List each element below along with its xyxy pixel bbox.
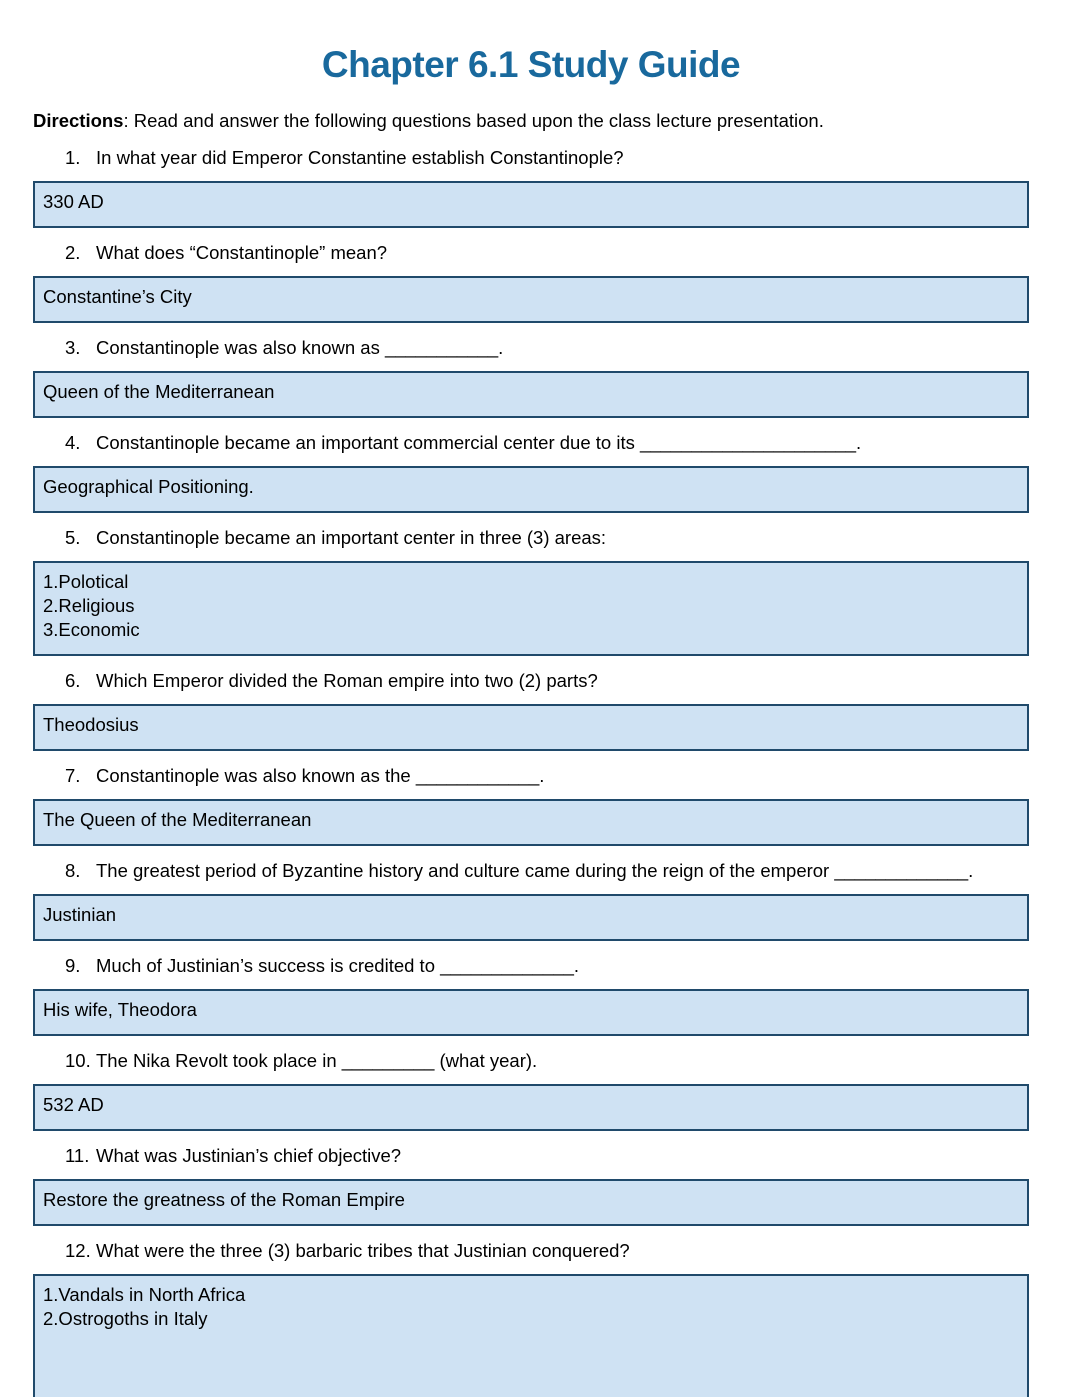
answer-box[interactable] [33,1179,1029,1226]
question-row [33,954,1029,978]
question-text: What was Justinian’s chief objective? [96,1144,402,1166]
question-row [33,669,1029,693]
answer-line: 3.Economic [43,618,140,640]
answer-box[interactable] [33,466,1029,513]
answer-box[interactable] [33,1084,1029,1131]
question-number: 2. [65,241,81,263]
directions [33,109,1029,133]
question-row [33,859,1029,883]
answer-box[interactable] [33,799,1029,846]
question-number: 5. [65,526,81,548]
question-row [33,1239,1029,1263]
answer-line: 532 AD [43,1093,104,1115]
answer-box[interactable] [33,704,1029,751]
question-number: 9. [65,954,81,976]
question-text: Constantinople became an important center in three (3) areas: [96,526,607,548]
answer-line: Justinian [43,903,117,925]
question-text: Much of Justinian’s success is credited to _____________. [96,954,580,976]
answer-line: Queen of the Mediterranean [43,380,275,402]
question-text: The greatest period of Byzantine history and culture came during the reign of the emperor _____________. [96,859,974,881]
answer-line: Restore the greatness of the Roman Empire [43,1188,405,1210]
question-number: 6. [65,669,81,691]
answer-line: Theodosius [43,713,139,735]
question-text: In what year did Emperor Constantine establish Constantinople? [96,146,624,168]
answer-line: 1.Polotical [43,570,129,592]
directions-text: : Read and answer the following questions based upon the class lecture presentation. [123,109,824,131]
question-number: 10. [65,1049,91,1071]
answer-line: 2.Ostrogoths in Italy [43,1307,208,1329]
question-text: What were the three (3) barbaric tribes that Justinian conquered? [96,1239,630,1261]
question-text: Which Emperor divided the Roman empire into two (2) parts? [96,669,598,691]
answer-box[interactable] [33,561,1029,656]
question-number: 12. [65,1239,91,1261]
question-number: 4. [65,431,81,453]
answer-line: The Queen of the Mediterranean [43,808,312,830]
answer-line: His wife, Theodora [43,998,197,1020]
question-text: Constantinople was also known as ___________. [96,336,504,358]
question-row [33,431,1029,455]
answer-box[interactable] [33,894,1029,941]
directions-label: Directions [33,109,124,131]
question-row [33,526,1029,550]
answer-line: Constantine’s City [43,285,192,307]
answer-line: 2.Religious [43,594,135,616]
answer-box[interactable] [33,1274,1029,1397]
question-number: 3. [65,336,81,358]
question-text: Constantinople became an important commercial center due to its _____________________. [96,431,862,453]
answer-box[interactable] [33,989,1029,1036]
question-number: 1. [65,146,81,168]
question-number: 11. [65,1144,90,1166]
answer-box[interactable] [33,371,1029,418]
question-row [33,241,1029,265]
question-row [33,336,1029,360]
answer-box[interactable] [33,181,1029,228]
question-row [33,764,1029,788]
question-text: What does “Constantinople” mean? [96,241,388,263]
answer-box[interactable] [33,276,1029,323]
answer-line: 1.Vandals in North Africa [43,1283,246,1305]
question-row [33,146,1029,170]
question-text: Constantinople was also known as the ____________. [96,764,545,786]
question-row [33,1049,1029,1073]
answer-line: 330 AD [43,190,104,212]
answer-line: Geographical Positioning. [43,475,254,497]
question-number: 8. [65,859,81,881]
question-text: The Nika Revolt took place in _________ (what year). [96,1049,538,1071]
question-number: 7. [65,764,81,786]
page-title: Chapter 6.1 Study Guide [321,44,741,85]
question-row [33,1144,1029,1168]
